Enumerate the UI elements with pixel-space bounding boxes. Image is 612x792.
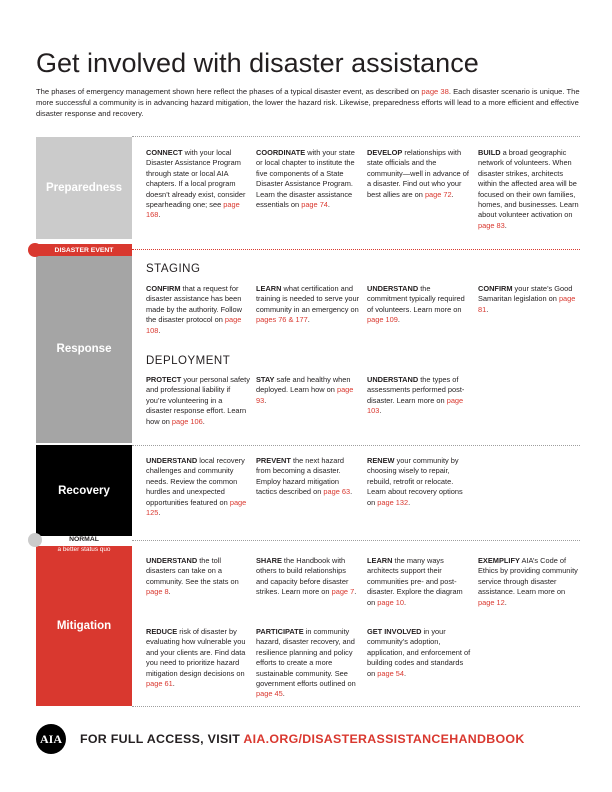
- page-link[interactable]: page 108: [146, 315, 242, 335]
- action-cell-mit4: [478, 556, 582, 608]
- action-cell-prep1: [146, 148, 250, 221]
- intro-text: The phases of emergency management shown here reflect the phases of a typical disaster event, as described on: [36, 87, 422, 96]
- action-text: the Handbook with others to build relationships and capacity before disaster strikes. Learn more on: [256, 556, 349, 597]
- page-link[interactable]: page 125: [146, 497, 247, 518]
- action-cell-rec1: [146, 456, 250, 518]
- action-end: .: [172, 679, 175, 689]
- action-cell-dep2: [256, 375, 360, 406]
- action-verb: PROTECT: [146, 375, 182, 384]
- divider-top: [132, 136, 580, 137]
- page-link[interactable]: page 54: [377, 668, 404, 678]
- action-verb: UNDERSTAND: [367, 375, 419, 384]
- action-verb: BUILD: [478, 148, 501, 157]
- action-end: .: [350, 487, 353, 497]
- action-cell-stag2: [256, 284, 360, 326]
- action-end: .: [379, 406, 382, 416]
- action-end: .: [504, 220, 507, 230]
- page-link[interactable]: page 72: [424, 189, 452, 199]
- action-verb: CONNECT: [146, 148, 183, 157]
- action-verb: SHARE: [256, 556, 282, 565]
- footer-text: [80, 732, 525, 746]
- subhead-staging: STAGING: [146, 263, 201, 275]
- action-text: a broad geographic network of volunteers. When disaster strikes, architects within the affected area will be focused on their own families, homes, and businesses. Learn about volunteer activation on: [478, 148, 579, 220]
- footer-url-link[interactable]: AIA.ORG/DISASTERASSISTANCEHANDBOOK: [243, 732, 525, 746]
- action-text: the next hazard from becoming a disaster. Employ hazard mitigation tactics described on: [256, 456, 344, 497]
- page-link[interactable]: page 168: [146, 200, 240, 220]
- page-link[interactable]: page 63: [323, 487, 351, 497]
- page-link[interactable]: pages 76 & 177: [256, 315, 308, 325]
- normal-line: [132, 540, 580, 541]
- action-cell-mit6: [256, 627, 360, 700]
- action-cell-rec2: [256, 456, 360, 498]
- action-end: .: [282, 689, 285, 699]
- action-text: the commitment typically required of volunteers. Learn more on: [367, 284, 465, 314]
- action-end: .: [307, 315, 310, 325]
- action-text: your personal safety and professional liability if you’re volunteering in a disaster response effort. Learn how on: [146, 375, 250, 426]
- action-end: .: [158, 325, 161, 335]
- page-link[interactable]: page 7: [331, 587, 355, 597]
- action-cell-rec3: [367, 456, 471, 508]
- action-text: in community hazard, disaster recovery, and resilience planning and policy efforts to create a more sustainable community. See government efforts outlined on: [256, 627, 356, 689]
- action-cell-stag1: [146, 284, 250, 336]
- action-verb: REDUCE: [146, 627, 178, 636]
- action-cell-mit1: [146, 556, 250, 598]
- normal-dot: [28, 533, 42, 547]
- action-cell-dep1: [146, 375, 250, 427]
- action-verb: UNDERSTAND: [146, 556, 198, 565]
- action-verb: PARTICIPATE: [256, 627, 304, 636]
- action-verb: RENEW: [367, 456, 395, 465]
- page-link[interactable]: page 12: [478, 597, 505, 607]
- action-verb: COORDINATE: [256, 148, 306, 157]
- page-link[interactable]: page 74: [301, 200, 328, 210]
- page-link[interactable]: page 103: [367, 395, 464, 416]
- phase-mitigation: Mitigation: [36, 546, 132, 706]
- action-cell-dep3: [367, 375, 471, 417]
- page-link[interactable]: page 83: [478, 220, 505, 230]
- phase-preparedness: Preparedness: [36, 137, 132, 239]
- page-link[interactable]: page 61: [146, 679, 173, 689]
- action-text: relationships with state officials and the community—well in advance of a disaster. Find out who your best allies are on: [367, 148, 469, 199]
- disaster-event-label: DISASTER EVENT: [36, 244, 132, 256]
- page-link[interactable]: page 132: [377, 497, 409, 507]
- action-verb: PREVENT: [256, 456, 291, 465]
- action-text: that a request for disaster assistance has been made by the authority. Follow the disaster protocol on: [146, 284, 242, 325]
- action-text: in your community’s adoption, application, and enforcement of building codes and standards on: [367, 627, 471, 678]
- action-end: .: [264, 395, 267, 405]
- action-verb: DEVELOP: [367, 148, 403, 157]
- action-end: .: [486, 304, 489, 314]
- footer: [36, 724, 525, 754]
- action-end: .: [158, 508, 161, 518]
- page-link[interactable]: page 81: [478, 294, 576, 314]
- page-link[interactable]: page 10: [377, 597, 404, 607]
- action-end: .: [354, 587, 357, 597]
- action-text: with your local Disaster Assistance Program through state or local AIA chapters. If a local program doesn’t already exist, consider spearheading one; see: [146, 148, 246, 210]
- action-text: the many ways architects support their communities pre- and post-disaster. Explore the diagram on: [367, 556, 463, 607]
- action-cell-mit5: [146, 627, 250, 689]
- page-link[interactable]: page 109: [367, 315, 398, 325]
- divider-response-recovery: [132, 445, 580, 446]
- action-end: .: [451, 189, 454, 199]
- normal-label: NORMAL: [69, 536, 99, 543]
- phase-recovery: Recovery: [36, 445, 132, 536]
- divider-bottom: [132, 706, 580, 707]
- action-cell-prep4: [478, 148, 582, 231]
- action-verb: LEARN: [256, 284, 282, 293]
- action-verb: CONFIRM: [478, 284, 513, 293]
- action-text: the toll disasters can take on a community. See the stats on: [146, 556, 239, 586]
- intro-page-link[interactable]: page 38: [421, 87, 449, 96]
- action-end: .: [404, 597, 407, 607]
- action-verb: LEARN: [367, 556, 393, 565]
- action-end: .: [504, 597, 507, 607]
- page-link[interactable]: page 106: [171, 416, 203, 426]
- action-text: what certification and training is needed to serve your community in an emergency on: [256, 284, 360, 314]
- phase-response: Response: [36, 255, 132, 443]
- page-link[interactable]: page 93: [256, 385, 354, 405]
- action-verb: STAY: [256, 375, 275, 384]
- action-end: .: [404, 668, 407, 678]
- subhead-deployment: DEPLOYMENT: [146, 355, 231, 367]
- action-end: .: [168, 587, 171, 597]
- action-end: .: [158, 210, 161, 220]
- action-text: local recovery challenges and community needs. Review the common hurdles and unexpected opportunities featured on: [146, 456, 245, 507]
- action-text: risk of disaster by evaluating how vulnerable you and your clients are. Find data you need to prioritize hazard mitigation design decisions on: [146, 627, 246, 678]
- action-text: AIA’s Code of Ethics by providing community service through disaster assistance. Learn more on: [478, 556, 578, 597]
- action-end: .: [397, 315, 400, 325]
- aia-logo: AIA: [36, 724, 66, 754]
- action-verb: UNDERSTAND: [146, 456, 198, 465]
- action-verb: UNDERSTAND: [367, 284, 419, 293]
- action-text: your state’s Good Samaritan legislation on: [478, 284, 573, 304]
- action-end: .: [327, 200, 330, 210]
- footer-label: FOR FULL ACCESS, VISIT: [80, 732, 244, 746]
- action-cell-mit7: [367, 627, 471, 679]
- disaster-event-line: [132, 249, 580, 250]
- action-end: .: [408, 497, 411, 507]
- intro-text-end: . Each disaster scenario is unique. The more successful a community is in advancing hazard mitigation, the lower the hazard risk. Likewise, preparedness efforts will lead to a more efficient and effective disaster response and recovery.: [36, 87, 580, 118]
- action-verb: CONFIRM: [146, 284, 181, 293]
- action-end: .: [202, 416, 205, 426]
- action-text: the types of assessments performed post-disaster. Learn more on: [367, 375, 465, 405]
- disaster-event-dot: [28, 243, 42, 257]
- action-verb: EXEMPLIFY: [478, 556, 520, 565]
- action-text: with your state or local chapter to institute the five components of a State Disaster Assistance Program. Learn the disaster assistance essentials on: [256, 148, 355, 210]
- action-cell-stag3: [367, 284, 471, 326]
- action-verb: GET INVOLVED: [367, 627, 422, 636]
- action-text: your community by choosing wisely to repair, rebuild, retrofit or relocate. Learn about recovery options on: [367, 456, 463, 507]
- action-cell-prep2: [256, 148, 360, 210]
- action-cell-mit2: [256, 556, 360, 598]
- action-cell-prep3: [367, 148, 471, 200]
- page-link[interactable]: page 45: [256, 689, 283, 699]
- page-title: Get involved with disaster assistance: [36, 48, 479, 78]
- action-text: safe and healthy when deployed. Learn how on: [256, 375, 351, 395]
- action-cell-stag4: [478, 284, 582, 315]
- intro-paragraph: [36, 86, 581, 119]
- normal-sublabel: a better status quo: [57, 546, 111, 553]
- action-cell-mit3: [367, 556, 471, 608]
- page-link[interactable]: page 8: [146, 587, 169, 597]
